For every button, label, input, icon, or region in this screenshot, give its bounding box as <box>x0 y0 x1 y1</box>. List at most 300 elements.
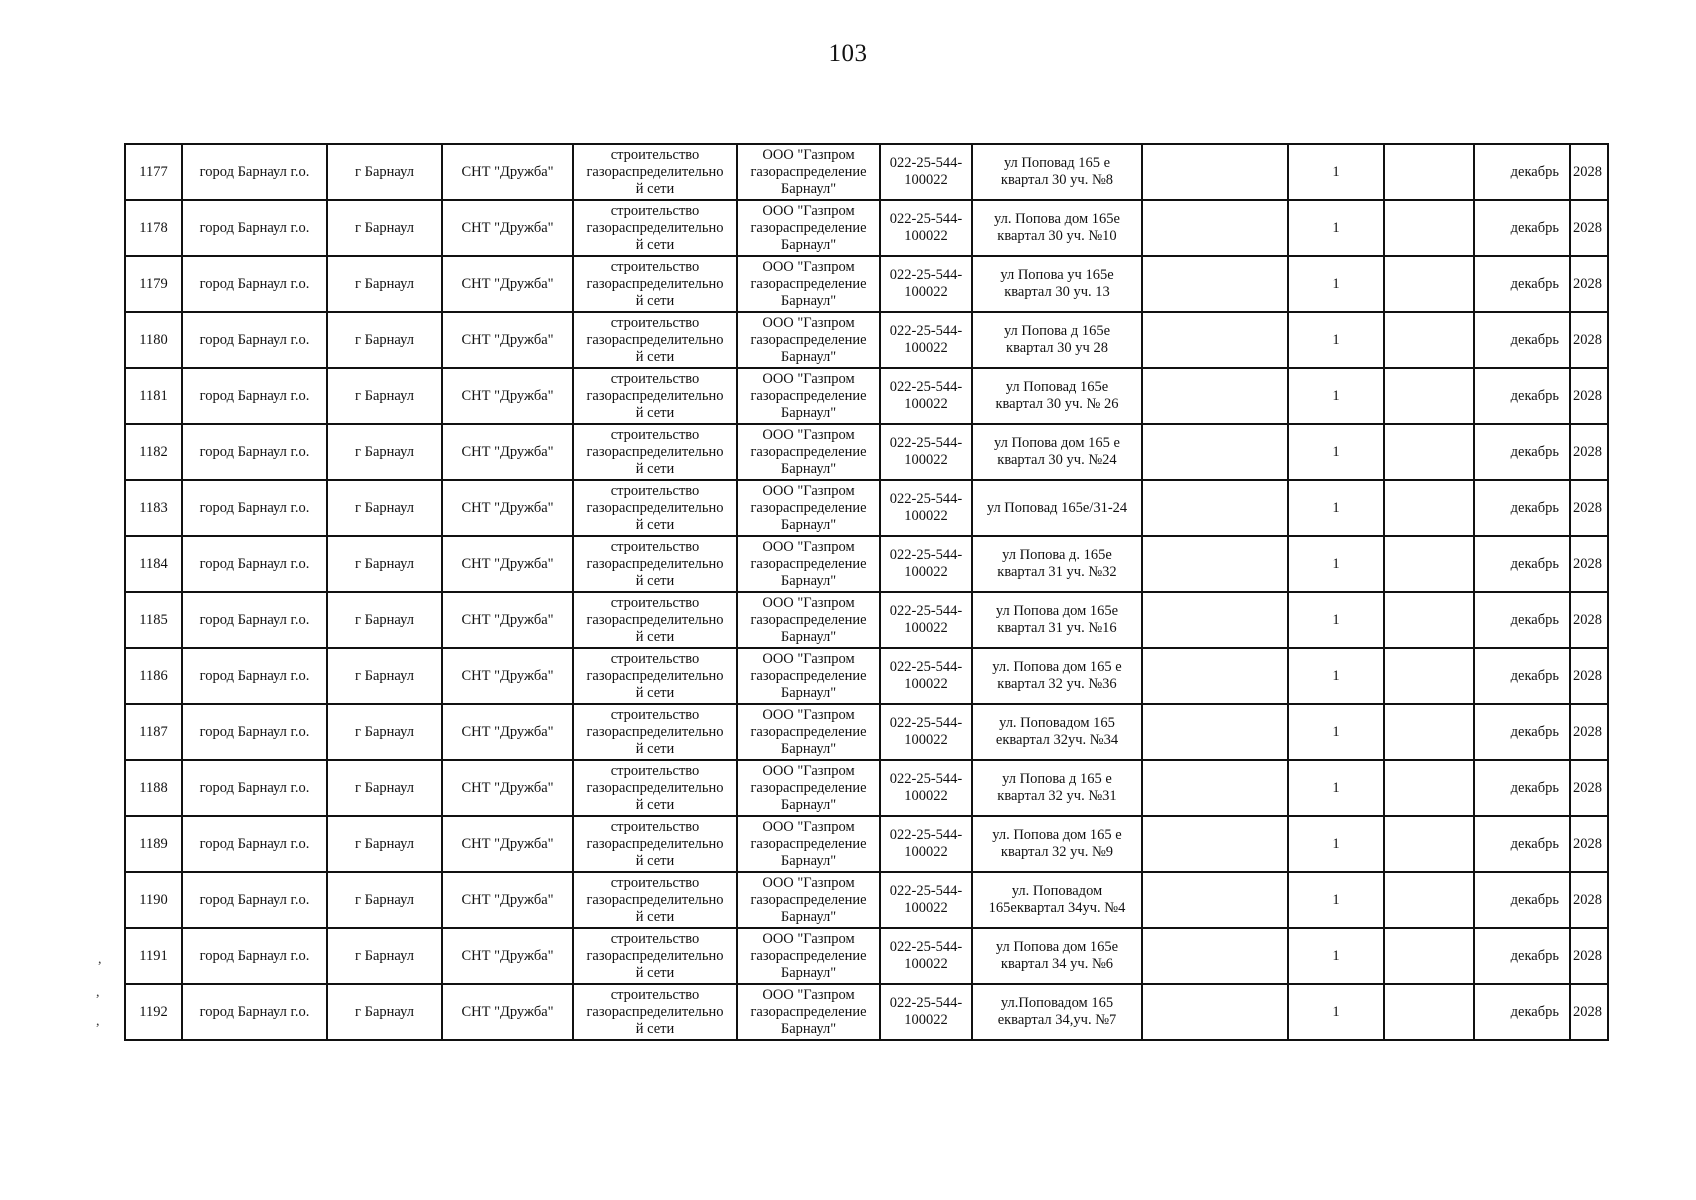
cadastral-code-cell <box>880 424 972 480</box>
organization-line: ООО "Газпром <box>762 930 855 947</box>
organization-cell <box>737 480 880 536</box>
cadastral-code-line: 022-25-544- <box>889 995 963 1011</box>
organization-line: ООО "Газпром <box>762 314 855 331</box>
month-cell: декабрь <box>1474 200 1570 256</box>
row-number-cell: 1183 <box>125 480 182 536</box>
address-line: ул Попова д. 165е <box>1002 547 1112 563</box>
table-row <box>125 536 1608 592</box>
organization-cell <box>737 648 880 704</box>
cadastral-code-cell <box>880 144 972 200</box>
organization-line: ООО "Газпром <box>762 426 855 443</box>
settlement-cell: г Барнаул <box>327 200 442 256</box>
row-number-cell: 1184 <box>125 536 182 592</box>
row-number-cell: 1185 <box>125 592 182 648</box>
cadastral-code-line: 100022 <box>904 676 948 692</box>
address-line: ул Попова д 165е <box>1003 323 1111 339</box>
empty-cell <box>1142 984 1288 1040</box>
empty-cell <box>1384 480 1474 536</box>
snt-cell: СНТ "Дружба" <box>442 816 573 872</box>
work-type-cell <box>573 760 737 816</box>
work-type-line: й сети <box>635 1020 675 1037</box>
work-type-cell <box>573 424 737 480</box>
address-line: квартал 31 уч. №32 <box>997 564 1117 580</box>
municipality-cell: город Барнаул г.о. <box>182 760 327 816</box>
work-type-line: газораспределительно <box>586 947 724 964</box>
address-line: ул Поповад 165 е <box>1003 155 1111 171</box>
organization-cell <box>737 872 880 928</box>
month-cell: декабрь <box>1474 984 1570 1040</box>
settlement-cell: г Барнаул <box>327 592 442 648</box>
organization-line: ООО "Газпром <box>762 202 855 219</box>
work-type-line: строительство <box>610 146 700 163</box>
settlement-cell: г Барнаул <box>327 480 442 536</box>
snt-cell: СНТ "Дружба" <box>442 256 573 312</box>
year-cell: 2028 <box>1570 872 1608 928</box>
cadastral-code-cell <box>880 256 972 312</box>
snt-cell: СНТ "Дружба" <box>442 200 573 256</box>
organization-cell <box>737 200 880 256</box>
settlement-cell: г Барнаул <box>327 424 442 480</box>
organization-line: газораспределение <box>750 667 867 684</box>
organization-line: ООО "Газпром <box>762 650 855 667</box>
cadastral-code-line: 022-25-544- <box>889 939 963 955</box>
organization-line: Барнаул" <box>780 180 837 197</box>
snt-cell: СНТ "Дружба" <box>442 648 573 704</box>
empty-cell <box>1142 200 1288 256</box>
work-type-line: й сети <box>635 684 675 701</box>
work-type-line: газораспределительно <box>586 499 724 516</box>
address-line: квартал 30 уч. №24 <box>997 452 1117 468</box>
empty-cell <box>1384 928 1474 984</box>
cadastral-code-line: 022-25-544- <box>889 323 963 339</box>
organization-cell <box>737 312 880 368</box>
work-type-line: строительство <box>610 930 700 947</box>
organization-line: ООО "Газпром <box>762 706 855 723</box>
work-type-line: й сети <box>635 516 675 533</box>
cadastral-code-line: 022-25-544- <box>889 659 963 675</box>
organization-line: Барнаул" <box>780 236 837 253</box>
organization-line: ООО "Газпром <box>762 146 855 163</box>
organization-line: ООО "Газпром <box>762 762 855 779</box>
settlement-cell: г Барнаул <box>327 704 442 760</box>
work-type-line: й сети <box>635 740 675 757</box>
cadastral-code-line: 022-25-544- <box>889 267 963 283</box>
organization-line: газораспределение <box>750 275 867 292</box>
row-number-cell: 1179 <box>125 256 182 312</box>
organization-cell <box>737 536 880 592</box>
cadastral-code-line: 022-25-544- <box>889 211 963 227</box>
work-type-line: газораспределительно <box>586 555 724 572</box>
cadastral-code-line: 100022 <box>904 228 948 244</box>
settlement-cell: г Барнаул <box>327 984 442 1040</box>
work-type-line: газораспределительно <box>586 275 724 292</box>
work-type-cell <box>573 928 737 984</box>
organization-line: ООО "Газпром <box>762 370 855 387</box>
address-line: ул. Попова дом 165 е <box>992 827 1122 843</box>
work-type-cell <box>573 648 737 704</box>
work-type-line: газораспределительно <box>586 779 724 796</box>
month-cell: декабрь <box>1474 760 1570 816</box>
empty-cell <box>1142 256 1288 312</box>
year-cell: 2028 <box>1570 592 1608 648</box>
organization-line: газораспределение <box>750 779 867 796</box>
empty-cell <box>1142 312 1288 368</box>
work-type-line: строительство <box>610 594 700 611</box>
work-type-cell <box>573 200 737 256</box>
municipality-cell: город Барнаул г.о. <box>182 424 327 480</box>
snt-cell: СНТ "Дружба" <box>442 368 573 424</box>
empty-cell <box>1384 312 1474 368</box>
municipality-cell: город Барнаул г.о. <box>182 816 327 872</box>
settlement-cell: г Барнаул <box>327 872 442 928</box>
work-type-line: й сети <box>635 852 675 869</box>
empty-cell <box>1142 536 1288 592</box>
organization-cell <box>737 816 880 872</box>
empty-cell <box>1142 592 1288 648</box>
snt-cell: СНТ "Дружба" <box>442 984 573 1040</box>
address-line: ул.Поповадом 165 <box>1000 995 1114 1011</box>
empty-cell <box>1142 928 1288 984</box>
municipality-cell: город Барнаул г.о. <box>182 872 327 928</box>
table-row <box>125 928 1608 984</box>
work-type-line: газораспределительно <box>586 163 724 180</box>
table-row <box>125 312 1608 368</box>
month-cell: декабрь <box>1474 536 1570 592</box>
address-line: ул Попова дом 165е <box>995 603 1119 619</box>
organization-line: газораспределение <box>750 611 867 628</box>
cadastral-code-cell <box>880 872 972 928</box>
cadastral-code-line: 022-25-544- <box>889 883 963 899</box>
work-type-line: й сети <box>635 236 675 253</box>
work-type-line: й сети <box>635 180 675 197</box>
row-number-cell: 1186 <box>125 648 182 704</box>
municipality-cell: город Барнаул г.о. <box>182 312 327 368</box>
address-line: ул Попова уч 165е <box>1000 267 1114 283</box>
table-row <box>125 368 1608 424</box>
snt-cell: СНТ "Дружба" <box>442 480 573 536</box>
municipality-cell: город Барнаул г.о. <box>182 536 327 592</box>
work-type-line: строительство <box>610 370 700 387</box>
table-row <box>125 424 1608 480</box>
work-type-line: й сети <box>635 796 675 813</box>
table-row <box>125 872 1608 928</box>
settlement-cell: г Барнаул <box>327 760 442 816</box>
address-line: ул. Попова дом 165 е <box>992 659 1122 675</box>
work-type-line: строительство <box>610 986 700 1003</box>
quantity-cell: 1 <box>1288 256 1384 312</box>
year-cell: 2028 <box>1570 424 1608 480</box>
empty-cell <box>1384 816 1474 872</box>
address-line: ул Поповад 165е/31-24 <box>986 499 1128 516</box>
settlement-cell: г Барнаул <box>327 144 442 200</box>
settlement-cell: г Барнаул <box>327 648 442 704</box>
empty-cell <box>1142 424 1288 480</box>
organization-cell <box>737 592 880 648</box>
table-row <box>125 760 1608 816</box>
year-cell: 2028 <box>1570 480 1608 536</box>
cadastral-code-line: 100022 <box>904 844 948 860</box>
work-type-cell <box>573 368 737 424</box>
organization-cell <box>737 928 880 984</box>
quantity-cell: 1 <box>1288 200 1384 256</box>
municipality-cell: город Барнаул г.о. <box>182 256 327 312</box>
work-type-line: строительство <box>610 818 700 835</box>
work-type-line: й сети <box>635 908 675 925</box>
address-cell <box>972 256 1142 312</box>
address-cell <box>972 984 1142 1040</box>
organization-line: Барнаул" <box>780 1020 837 1037</box>
address-line: ул Поповад 165е <box>1005 379 1109 395</box>
organization-cell <box>737 256 880 312</box>
year-cell: 2028 <box>1570 312 1608 368</box>
cadastral-code-cell <box>880 704 972 760</box>
work-type-line: строительство <box>610 874 700 891</box>
cadastral-code-line: 100022 <box>904 284 948 300</box>
row-number-cell: 1177 <box>125 144 182 200</box>
settlement-cell: г Барнаул <box>327 536 442 592</box>
cadastral-code-cell <box>880 368 972 424</box>
municipality-cell: город Барнаул г.о. <box>182 984 327 1040</box>
address-cell <box>972 144 1142 200</box>
empty-cell <box>1142 368 1288 424</box>
row-number-cell: 1190 <box>125 872 182 928</box>
organization-line: газораспределение <box>750 499 867 516</box>
work-type-line: строительство <box>610 706 700 723</box>
municipality-cell: город Барнаул г.о. <box>182 368 327 424</box>
scan-mark: , <box>96 1014 100 1029</box>
table-row <box>125 592 1608 648</box>
address-line: квартал 32 уч. №36 <box>997 676 1117 692</box>
address-line: ул. Поповадом 165 <box>999 715 1115 731</box>
address-cell <box>972 536 1142 592</box>
organization-cell <box>737 704 880 760</box>
table-row <box>125 816 1608 872</box>
address-cell <box>972 424 1142 480</box>
work-type-cell <box>573 480 737 536</box>
snt-cell: СНТ "Дружба" <box>442 928 573 984</box>
scan-mark: , <box>98 952 102 967</box>
organization-line: Барнаул" <box>780 572 837 589</box>
cadastral-code-line: 022-25-544- <box>889 827 963 843</box>
snt-cell: СНТ "Дружба" <box>442 312 573 368</box>
organization-line: Барнаул" <box>780 684 837 701</box>
cadastral-code-line: 100022 <box>904 452 948 468</box>
work-type-cell <box>573 144 737 200</box>
table-row <box>125 704 1608 760</box>
address-cell <box>972 592 1142 648</box>
quantity-cell: 1 <box>1288 760 1384 816</box>
address-cell <box>972 480 1142 536</box>
work-type-line: строительство <box>610 202 700 219</box>
snt-cell: СНТ "Дружба" <box>442 424 573 480</box>
organization-line: газораспределение <box>750 723 867 740</box>
month-cell: декабрь <box>1474 368 1570 424</box>
address-cell <box>972 704 1142 760</box>
empty-cell <box>1384 368 1474 424</box>
work-type-line: строительство <box>610 538 700 555</box>
page-number: 103 <box>828 40 868 67</box>
address-cell <box>972 928 1142 984</box>
empty-cell <box>1384 704 1474 760</box>
work-type-cell <box>573 256 737 312</box>
cadastral-code-line: 022-25-544- <box>889 491 963 507</box>
work-type-line: строительство <box>610 482 700 499</box>
organization-line: ООО "Газпром <box>762 986 855 1003</box>
organization-cell <box>737 368 880 424</box>
work-type-cell <box>573 816 737 872</box>
month-cell: декабрь <box>1474 480 1570 536</box>
settlement-cell: г Барнаул <box>327 928 442 984</box>
empty-cell <box>1384 144 1474 200</box>
month-cell: декабрь <box>1474 648 1570 704</box>
cadastral-code-cell <box>880 480 972 536</box>
year-cell: 2028 <box>1570 704 1608 760</box>
cadastral-code-cell <box>880 592 972 648</box>
row-number-cell: 1181 <box>125 368 182 424</box>
municipality-cell: город Барнаул г.о. <box>182 480 327 536</box>
municipality-cell: город Барнаул г.о. <box>182 144 327 200</box>
settlement-cell: г Барнаул <box>327 368 442 424</box>
year-cell: 2028 <box>1570 648 1608 704</box>
organization-line: Барнаул" <box>780 460 837 477</box>
cadastral-code-line: 100022 <box>904 396 948 412</box>
row-number-cell: 1178 <box>125 200 182 256</box>
address-line: квартал 32 уч. №9 <box>1000 844 1114 860</box>
year-cell: 2028 <box>1570 144 1608 200</box>
quantity-cell: 1 <box>1288 704 1384 760</box>
cadastral-code-line: 022-25-544- <box>889 155 963 171</box>
cadastral-code-cell <box>880 928 972 984</box>
address-line: квартал 32 уч. №31 <box>997 788 1117 804</box>
address-cell <box>972 312 1142 368</box>
quantity-cell: 1 <box>1288 928 1384 984</box>
month-cell: декабрь <box>1474 872 1570 928</box>
address-line: квартал 31 уч. №16 <box>997 620 1117 636</box>
quantity-cell: 1 <box>1288 816 1384 872</box>
organization-line: газораспределение <box>750 163 867 180</box>
organization-line: Барнаул" <box>780 852 837 869</box>
month-cell: декабрь <box>1474 816 1570 872</box>
month-cell: декабрь <box>1474 256 1570 312</box>
cadastral-code-line: 100022 <box>904 1012 948 1028</box>
organization-line: газораспределение <box>750 387 867 404</box>
organization-line: Барнаул" <box>780 348 837 365</box>
municipality-cell: город Барнаул г.о. <box>182 200 327 256</box>
organization-line: газораспределение <box>750 1003 867 1020</box>
empty-cell <box>1384 760 1474 816</box>
quantity-cell: 1 <box>1288 648 1384 704</box>
quantity-cell: 1 <box>1288 368 1384 424</box>
cadastral-code-line: 100022 <box>904 900 948 916</box>
table-row <box>125 480 1608 536</box>
work-type-cell <box>573 704 737 760</box>
row-number-cell: 1180 <box>125 312 182 368</box>
work-type-line: газораспределительно <box>586 219 724 236</box>
address-line: квартал 30 уч. 13 <box>1004 284 1110 300</box>
snt-cell: СНТ "Дружба" <box>442 872 573 928</box>
empty-cell <box>1384 424 1474 480</box>
month-cell: декабрь <box>1474 312 1570 368</box>
registry-table <box>124 143 1609 1041</box>
organization-line: газораспределение <box>750 331 867 348</box>
work-type-line: й сети <box>635 628 675 645</box>
organization-cell <box>737 760 880 816</box>
address-line: еквартал 32уч. №34 <box>995 732 1119 748</box>
empty-cell <box>1384 872 1474 928</box>
row-number-cell: 1187 <box>125 704 182 760</box>
empty-cell <box>1142 816 1288 872</box>
organization-line: ООО "Газпром <box>762 874 855 891</box>
scan-mark: , <box>96 985 100 1000</box>
organization-line: ООО "Газпром <box>762 258 855 275</box>
month-cell: декабрь <box>1474 928 1570 984</box>
work-type-line: строительство <box>610 762 700 779</box>
quantity-cell: 1 <box>1288 312 1384 368</box>
organization-cell <box>737 984 880 1040</box>
organization-line: Барнаул" <box>780 796 837 813</box>
year-cell: 2028 <box>1570 256 1608 312</box>
quantity-cell: 1 <box>1288 144 1384 200</box>
work-type-cell <box>573 872 737 928</box>
cadastral-code-line: 022-25-544- <box>889 435 963 451</box>
snt-cell: СНТ "Дружба" <box>442 536 573 592</box>
organization-line: ООО "Газпром <box>762 482 855 499</box>
month-cell: декабрь <box>1474 424 1570 480</box>
organization-line: Барнаул" <box>780 628 837 645</box>
work-type-cell <box>573 592 737 648</box>
cadastral-code-line: 100022 <box>904 340 948 356</box>
municipality-cell: город Барнаул г.о. <box>182 648 327 704</box>
organization-cell <box>737 424 880 480</box>
municipality-cell: город Барнаул г.о. <box>182 704 327 760</box>
cadastral-code-cell <box>880 984 972 1040</box>
cadastral-code-line: 100022 <box>904 564 948 580</box>
organization-line: газораспределение <box>750 219 867 236</box>
work-type-line: й сети <box>635 404 675 421</box>
cadastral-code-line: 100022 <box>904 956 948 972</box>
organization-line: Барнаул" <box>780 964 837 981</box>
organization-line: ООО "Газпром <box>762 538 855 555</box>
cadastral-code-cell <box>880 648 972 704</box>
address-cell <box>972 648 1142 704</box>
address-cell <box>972 200 1142 256</box>
cadastral-code-cell <box>880 200 972 256</box>
year-cell: 2028 <box>1570 984 1608 1040</box>
address-line: ул. Поповадом <box>1011 883 1103 899</box>
work-type-line: строительство <box>610 426 700 443</box>
address-cell <box>972 816 1142 872</box>
work-type-line: строительство <box>610 258 700 275</box>
work-type-line: й сети <box>635 964 675 981</box>
work-type-line: й сети <box>635 348 675 365</box>
month-cell: декабрь <box>1474 592 1570 648</box>
address-line: ул Попова дом 165е <box>995 939 1119 955</box>
year-cell: 2028 <box>1570 760 1608 816</box>
cadastral-code-cell <box>880 536 972 592</box>
empty-cell <box>1142 760 1288 816</box>
empty-cell <box>1142 480 1288 536</box>
work-type-line: газораспределительно <box>586 723 724 740</box>
empty-cell <box>1384 984 1474 1040</box>
quantity-cell: 1 <box>1288 536 1384 592</box>
settlement-cell: г Барнаул <box>327 312 442 368</box>
table-row <box>125 200 1608 256</box>
organization-line: Барнаул" <box>780 740 837 757</box>
cadastral-code-line: 100022 <box>904 172 948 188</box>
work-type-line: газораспределительно <box>586 443 724 460</box>
organization-line: газораспределение <box>750 947 867 964</box>
table-row <box>125 256 1608 312</box>
